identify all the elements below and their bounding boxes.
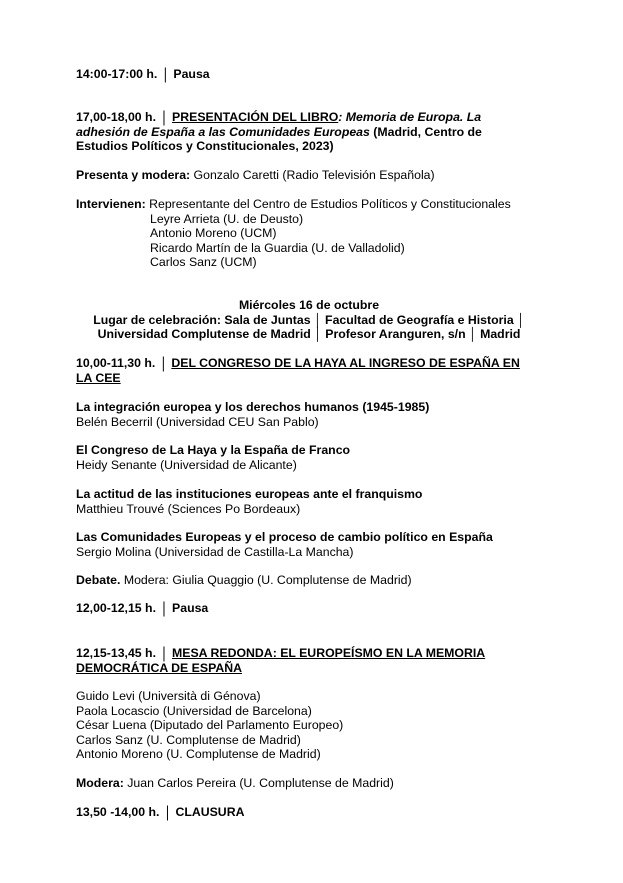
participant: César Luena (Diputado del Parlamento Europeo) <box>76 718 344 732</box>
participant: Paola Locascio (Universidad de Barcelona) <box>76 703 312 718</box>
pause-label: Pausa <box>173 67 210 81</box>
talk-title: El Congreso de La Haya y la España de Franco <box>76 443 351 457</box>
talk <box>76 443 350 472</box>
separator: | <box>162 108 166 126</box>
participant: Carlos Sanz (U. Complutense de Madrid) <box>76 732 301 747</box>
pause-label: Pausa <box>172 601 209 615</box>
participant: Antonio Moreno (U. Complutense de Madrid) <box>76 747 321 761</box>
separator: | <box>165 803 170 821</box>
speaker: Carlos Sanz (UCM) <box>150 255 257 269</box>
round-table-title-1: MESA REDONDA: EL EUROPEÍSMO EN LA MEMORIA <box>172 646 486 660</box>
talk-speaker: Matthieu Trouvé (Sciences Po Bordeaux) <box>76 501 301 516</box>
moderator-name: Juan Carlos Pereira (U. Complutense de Madrid) <box>123 776 394 790</box>
section-title: PRESENTACIÓN DEL LIBRO <box>172 110 339 124</box>
presenter-line <box>76 168 435 183</box>
speaker: Antonio Moreno (UCM) <box>150 226 277 240</box>
moderator-label: Modera: <box>76 776 124 790</box>
publisher-part1: (Madrid, Centro de <box>369 124 482 139</box>
round-table-title-2: DEMOCRÁTICA DE ESPAÑA <box>76 660 243 675</box>
speaker: Representante del Centro de Estudios Políticos y Constitucionales <box>149 197 511 211</box>
time: 13,50 -14,00 h. <box>76 805 160 819</box>
time: 17,00-18,00 h. <box>76 110 156 124</box>
book-title-part2: adhesión de España a las Comunidades Europeas <box>76 124 370 139</box>
talk-title: La actitud de las instituciones europeas ante el franquismo <box>76 487 423 501</box>
speaker: Leyre Arrieta (U. de Deusto) <box>150 211 304 226</box>
talk-speaker: Sergio Molina (Universidad de Castilla-La Mancha) <box>76 544 354 559</box>
talk <box>76 487 422 516</box>
pause-slot-1 <box>76 67 210 82</box>
speakers-label: Intervienen: <box>76 197 146 211</box>
debate-label: Debate. <box>76 573 121 587</box>
speaker: Ricardo Martín de la Guardia (U. de Valladolid) <box>150 240 405 255</box>
presenter-name: Gonzalo Caretti (Radio Televisión Española) <box>190 168 435 182</box>
session-title-2: LA CEE <box>76 370 121 385</box>
separator: | <box>162 644 166 662</box>
talk-title: La integración europea y los derechos humanos (1945-1985) <box>76 400 430 414</box>
day2-header <box>76 298 542 342</box>
separator: | <box>161 354 165 372</box>
day-date: Miércoles 16 de octubre <box>238 298 380 312</box>
talk-title: Las Comunidades Europeas y el proceso de cambio político en España <box>76 530 493 544</box>
session-1-heading <box>76 356 520 385</box>
round-table-heading <box>76 646 485 675</box>
participants-list <box>76 689 343 762</box>
debate-moderator: Modera: Giulia Quaggio (U. Complutense de Madrid) <box>120 573 412 587</box>
talk <box>76 400 429 429</box>
participant: Guido Levi (Università di Génova) <box>76 689 261 703</box>
book-presentation-heading <box>76 110 482 154</box>
closing-label: CLAUSURA <box>175 805 245 819</box>
debate-line <box>76 573 412 588</box>
venue-line-2: Universidad Complutense de Madrid │ Profesor Aranguren, s/n │ Madrid <box>97 327 521 341</box>
presenter-label: Presenta y modera: <box>76 168 191 182</box>
publisher-part2: Estudios Políticos y Constitucionales, 2023) <box>76 139 334 153</box>
time: 14:00-17:00 h. <box>76 67 158 81</box>
time: 12,15-13,45 h. <box>76 646 156 660</box>
talk <box>76 530 493 559</box>
pause-slot-2 <box>76 601 208 616</box>
moderator-line <box>76 776 394 791</box>
talk-speaker: Heidy Senante (Universidad de Alicante) <box>76 457 297 472</box>
time: 12,00-12,15 h. <box>76 601 156 615</box>
separator: | <box>162 599 166 617</box>
closing-slot <box>76 805 244 820</box>
time: 10,00-11,30 h. <box>76 356 156 370</box>
venue-line-1: Lugar de celebración: Sala de Juntas │ Facultad de Geografía e Historia │ <box>93 312 525 327</box>
session-title-1: DEL CONGRESO DE LA HAYA AL INGRESO DE ESPAÑA EN <box>171 356 520 370</box>
separator: | <box>163 65 167 83</box>
talk-speaker: Belén Becerril (Universidad CEU San Pablo) <box>76 414 319 429</box>
book-title-part1: : Memoria de Europa. La <box>338 110 482 124</box>
speakers-block <box>76 197 511 270</box>
